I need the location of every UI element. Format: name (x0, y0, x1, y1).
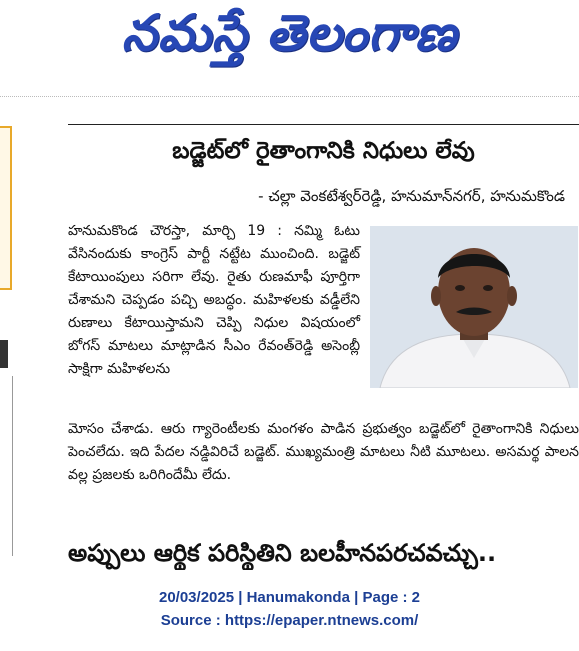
person-photo (370, 226, 578, 388)
adjacent-dark-bar (0, 340, 8, 368)
article-byline: - చల్లా వెంకటేశ్వర్‌రెడ్డి, హనుమాన్‌నగర్, హనుమకొండ (258, 187, 565, 205)
masthead (0, 0, 579, 78)
adjacent-box (0, 126, 12, 290)
article-top-rule (68, 124, 579, 125)
edition-info: 20/03/2025 | Hanumakonda | Page : 2 (158, 589, 420, 606)
cut-edge-line (0, 96, 579, 107)
article-body-column: హనుమకొండ చౌరస్తా, మార్చి 19 : నమ్మి ఓటు వేసినందుకు కాంగ్రెస్ పార్టీ నట్టేట ముంచింది. బడ్జెట్ కేటాయింపులు సరిగా లేవు. రైతు రుణమాఫీ పూర్తిగా చేశామని చెప్పడం పచ్చి అబద్ధం. మహిళలకు వడ్డీలేని రుణాలు కేటాయిస్తామని చెప్పి నిధుల విషయంలో బోగస్ మాటలు మాట్లాడిన సీఎం రేవంత్‌రెడ్డి అసెంబ్లీ సాక్షిగా మహిళలను (68, 223, 360, 377)
article-headline: బడ్జెట్‌లో రైతాంగానికి నిధులు లేవు (172, 138, 475, 164)
page-footer (0, 586, 579, 632)
article-body-wide: మోసం చేశాడు. ఆరు గ్యారెంటీలకు మంగళం పాడిన ప్రభుత్వం బడ్జెట్‌లో రైతాంగానికి నిధులు పెంచలేదు. ఇది పేదల నడ్డివిరిచే బడ్జెట్. ముఖ్యమంత్రి మాటలు నీటి మూటలు. అసమర్థ పాలన వల్ల ప్రజలకు ఒరిగిందేమీ లేదు. (68, 421, 579, 483)
next-article-headline: అప్పులు ఆర్థిక పరిస్థితిని బలహీనపరచవచ్చు.. (68, 539, 497, 567)
news-clipping (0, 96, 579, 572)
portrait-image (370, 226, 578, 388)
source-link[interactable]: Source : https://epaper.ntnews.com/ (160, 612, 419, 629)
adjacent-column-fragment (0, 126, 14, 572)
adjacent-text-fragment (0, 376, 13, 556)
masthead-title: నమస్తే తెలంగాణ (121, 3, 458, 62)
